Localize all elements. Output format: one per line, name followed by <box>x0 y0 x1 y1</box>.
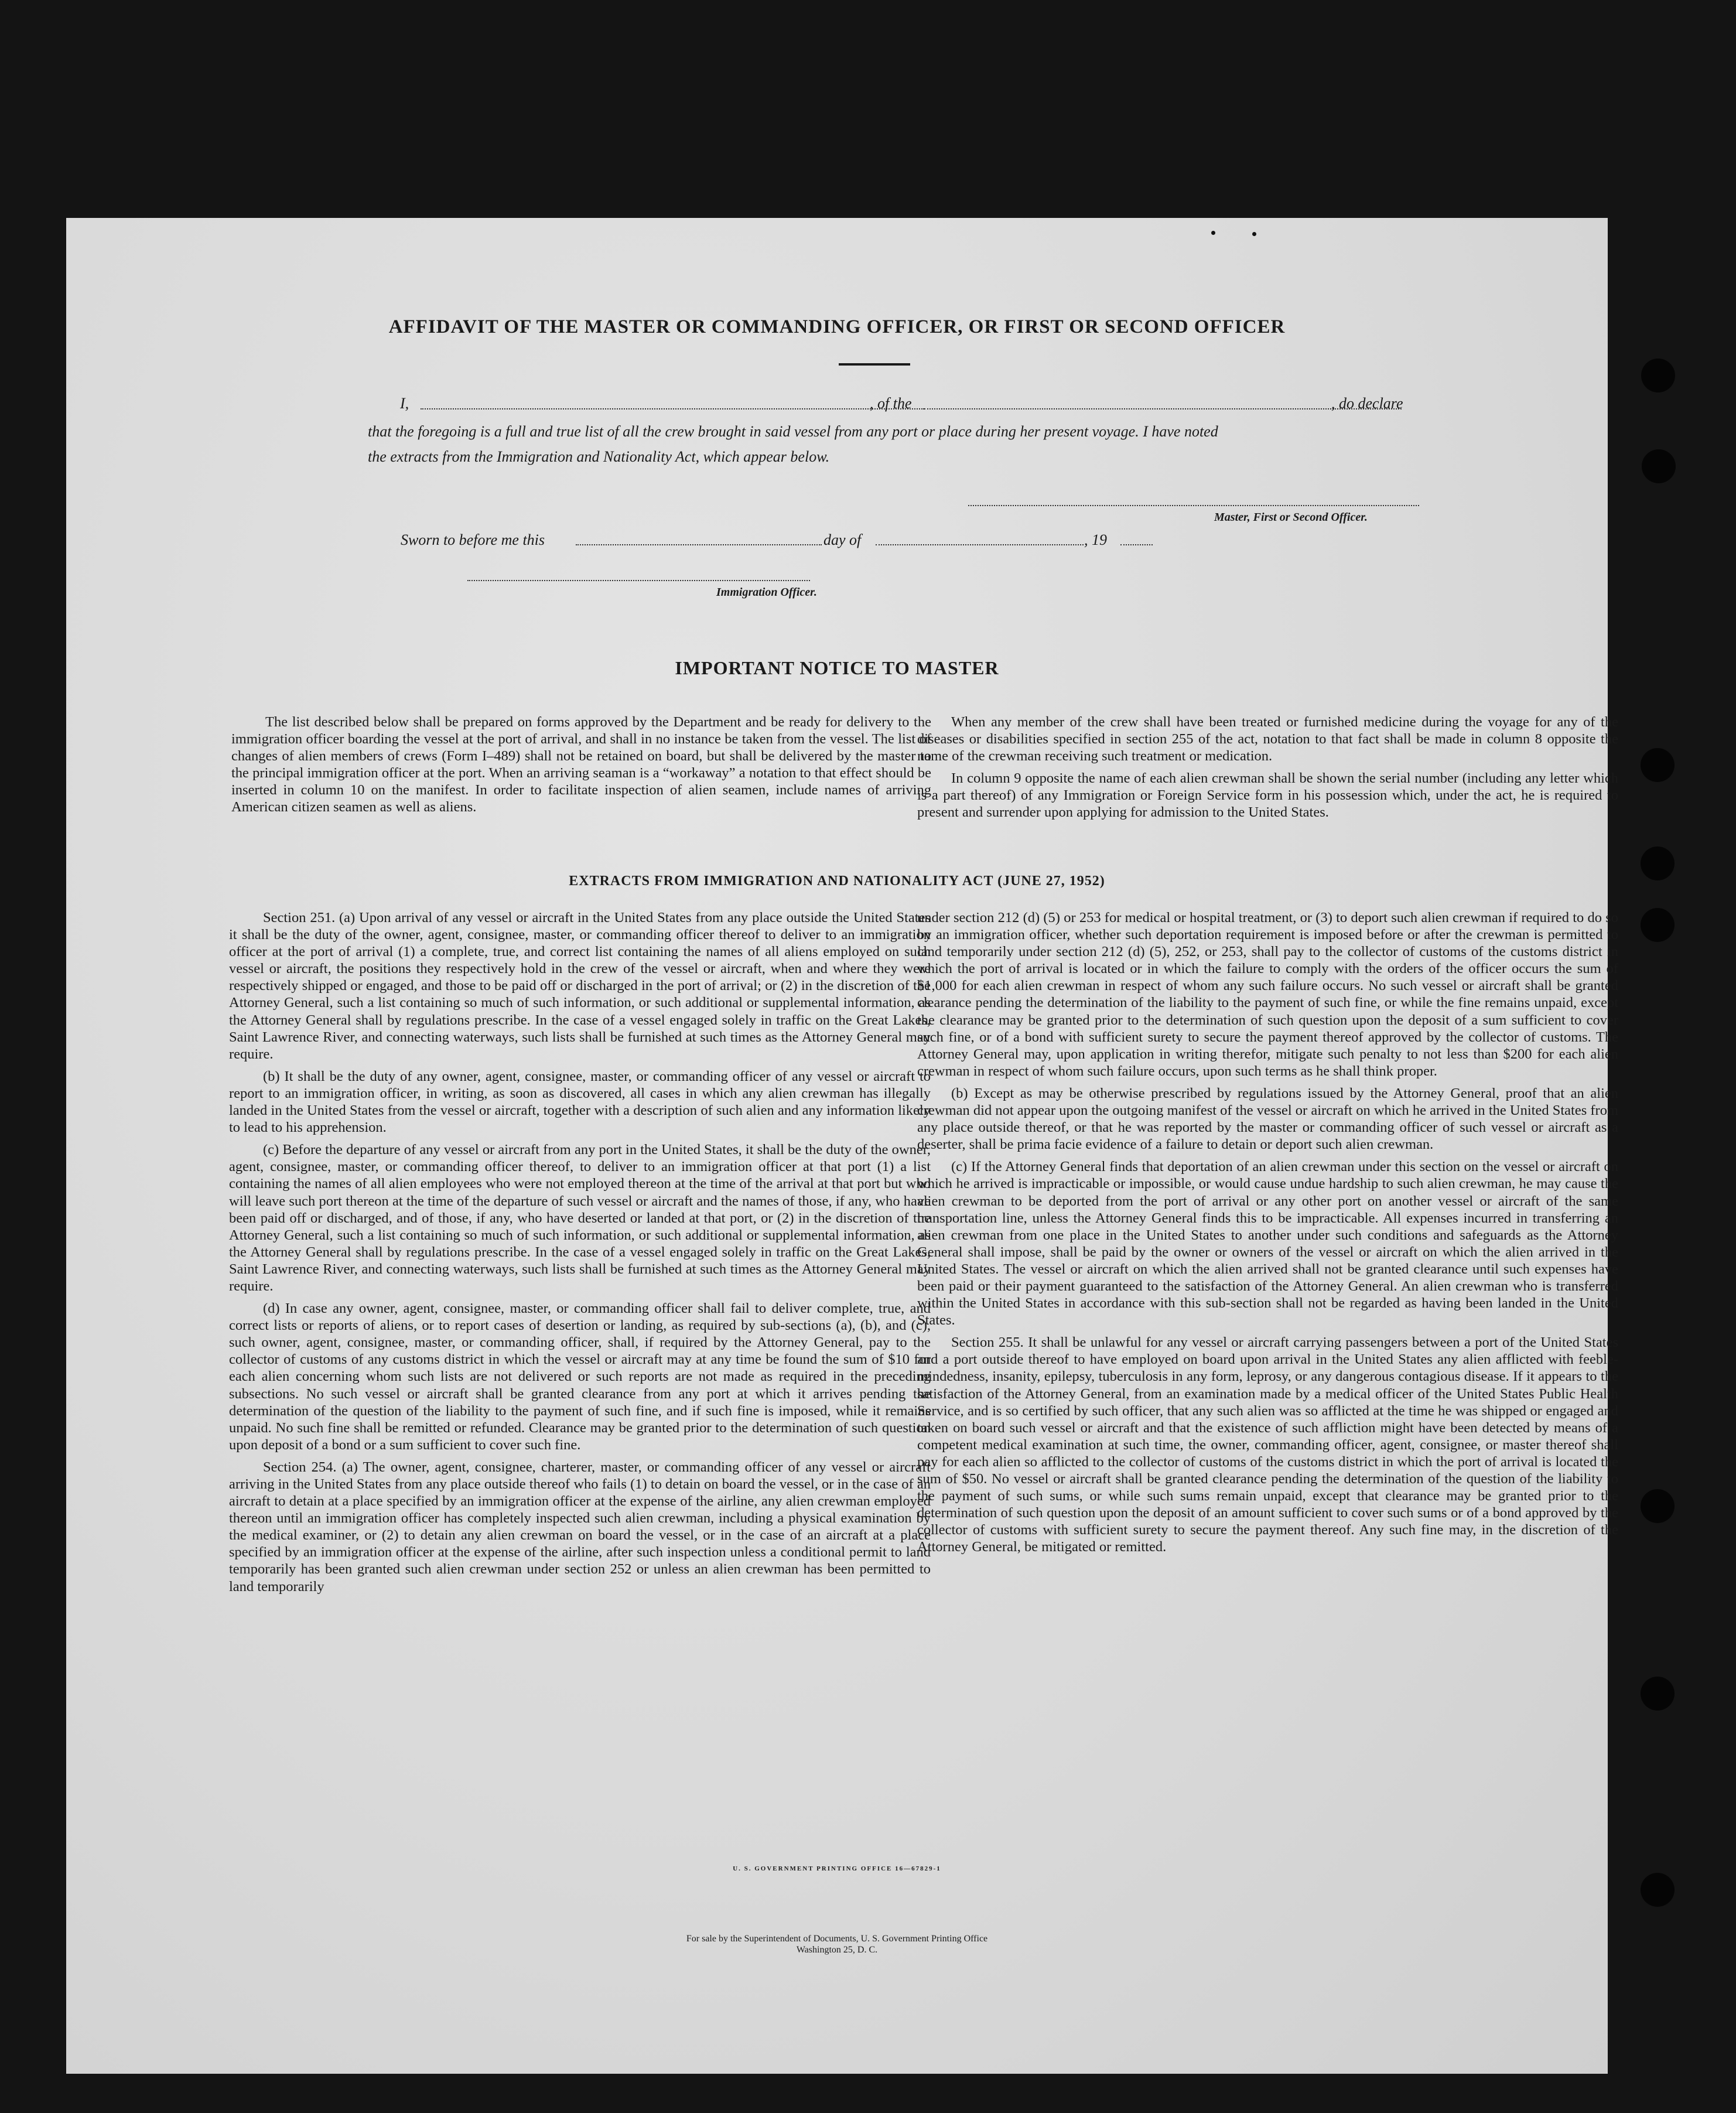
sworn-month-blank[interactable] <box>876 544 1084 545</box>
extract-paragraph: under section 212 (d) (5) or 253 for medical or hospital treatment, or (3) to deport such alien crewman if required to do so by an immigration officer, whether such deportation requirement is imposed before or after the crewman is permitted to land temporarily under section 212 (d) (5), 252, or 253, shall pay to the collector of customs of the customs district in which the port of arrival is located or in which the failure to comply with the orders of the officer occurs the sum of $1,000 for each alien crewman in respect of whom any such failure occurs. No such vessel or aircraft shall be granted clearance pending the determination of the liability to the payment of such fine, or while the fine remains unpaid, except the clearance may be granted prior to the determination of such question upon the deposit of a sum sufficient to cover such fine, or of a bond with sufficient surety to secure the payment thereof approved by the collector of customs. The Attorney General may, upon application in writing therefor, mitigate such penalty to not less than $200 for each alien crewman in respect of whom such failure occurs, upon such terms as he shall think proper. <box>917 910 1618 1079</box>
printing-office-imprint: U. S. GOVERNMENT PRINTING OFFICE 16—67829-1 <box>733 1865 941 1872</box>
punch-hole <box>1641 359 1675 392</box>
title-rule <box>839 363 910 366</box>
officer-signature-line[interactable] <box>467 580 810 581</box>
sworn-year-blank[interactable] <box>1120 544 1153 545</box>
extract-paragraph: (d) In case any owner, agent, consignee, master, or commanding officer shall fail to deliver complete, true, and correct lists or reports of aliens, or to report cases of desertion or landing, as required by sub-sections (a), (b), and (c), such owner, agent, consignee, master, or commanding officer, shall, if required by the Attorney General, pay to the collector of customs of any customs district in which the vessel or aircraft may at any time be found the sum of $10 for each alien concerning whom such lists are not delivered or such reports are not made as required in the preceding subsections. No such vessel or aircraft shall be granted clearance from any port at which it arrives pending the determination of the question of the liability to the payment of such fine, and if such fine is imposed, while it remains unpaid. No such fine shall be remitted or refunded. Clearance may be granted prior to the determination of such question upon deposit of a bond or a sum sufficient to cover such fine. <box>229 1300 931 1453</box>
punch-hole <box>1641 1873 1675 1907</box>
master-signature-label: Master, First or Second Officer. <box>1214 511 1368 524</box>
extracts-right-column <box>917 909 1618 1555</box>
extract-paragraph: Section 251. (a) Upon arrival of any vessel or aircraft in the United States from any place outside the United States it shall be the duty of the owner, agent, consignee, master, or commanding officer thereof to deliver to an immigration officer at the port of arrival (1) a complete, true, and correct list containing the names of all aliens employed on such vessel or aircraft, the positions they respectively hold in the crew of the vessel or aircraft, when and where they were respectively shipped or engaged, and those to be paid off or discharged in the port of arrival; or (2) in the discretion of the Attorney General, such a list containing so much of such information, or such additional or supplemental information, as the Attorney General shall by regulations prescribe. In the case of a vessel engaged solely in traffic on the Great Lakes, Saint Lawrence River, and connecting waterways, such lists shall be furnished at such times as the Attorney General may require. <box>229 910 931 1062</box>
notice-left-column <box>231 714 931 816</box>
master-signature-line[interactable] <box>968 505 1419 506</box>
vessel-name-blank[interactable] <box>924 408 1402 409</box>
do-declare-label: , do declare <box>1331 395 1403 412</box>
document-sheet <box>66 218 1618 2074</box>
extract-paragraph: (b) It shall be the duty of any owner, agent, consignee, master, or commanding officer of any vessel or aircraft to report to an immigration officer, in writing, as soon as discovered, all cases in which any alien crewman has illegally landed in the United States from the vessel or aircraft, together with a description of such alien and any information likely to lead to his apprehension. <box>229 1068 931 1136</box>
extract-paragraph: (c) If the Attorney General finds that deportation of an alien crewman under this section on the vessel or aircraft on which he arrived is impracticable or impossible, or would cause undue hardship to such alien crewman, he may cause the alien crewman to be deported from the port of arrival or any other port on another vessel or aircraft of the same transportation line, unless the Attorney General finds this to be impracticable. All expenses incurred in transferring an alien crewman from one place in the United States to another under such conditions and safeguards as the Attorney General shall impose, shall be paid by the owner or owners of the vessel or aircraft on which the alien arrived in the United States. The vessel or aircraft on which the alien arrived shall not be granted clearance until such expenses have been paid or their payment guaranteed to the satisfaction of the Attorney General. An alien crewman who is transferred within the United States in accordance with this sub-section shall not be regarded as having been landed in the United States. <box>917 1159 1618 1329</box>
punch-hole <box>1641 1677 1675 1711</box>
extracts-left-column <box>229 909 931 1595</box>
declaration-text-line: that the foregoing is a full and true list of all the crew brought in said vessel from any port or place during her present voyage. I have noted <box>368 423 1218 440</box>
punch-hole <box>1641 1489 1675 1523</box>
notice-paragraph: In column 9 opposite the name of each alien crewman shall be shown the serial number (including any letter which is a part thereof) of any Immigration or Foreign Service form in his possession which, under the act, he is required to present and surrender upon applying for admission to the United States. <box>917 770 1618 821</box>
sworn-prefix: Sworn to before me this <box>401 531 545 548</box>
punch-hole <box>1641 748 1675 782</box>
declarant-name-blank[interactable] <box>421 408 924 409</box>
year-label: , 19 <box>1084 531 1107 548</box>
officer-signature-label: Immigration Officer. <box>716 586 817 599</box>
sale-notice-line: Washington 25, D. C. <box>796 1945 878 1955</box>
extract-paragraph: (c) Before the departure of any vessel or aircraft from any port in the United States, it shall be the duty of the owner, agent, consignee, master, or commanding officer thereof, to deliver to an immigration officer at that port (1) a list containing the names of all alien employees who were not employed thereon at the time of the arrival at that port but who will leave such port thereon at the time of the departure of such vessel or aircraft and the names of those, if any, who have been paid off or discharged, and of those, if any, who have deserted or landed at that port, or (2) in the discretion of the Attorney General, such a list containing so much of such information, or such additional or supplemental information, as the Attorney General shall by regulations prescribe. In the case of a vessel engaged solely in traffic on the Great Lakes, Saint Lawrence River, and connecting waterways, such lists shall be furnished at such times as the Attorney General may require. <box>229 1142 931 1294</box>
notice-paragraph: The list described below shall be prepared on forms approved by the Department and be ready for delivery to the immigration officer boarding the vessel at the port of arrival, and shall in no instance be taken from the vessel. The list of changes of alien members of crews (Form I–489) shall not be retained on board, but shall be delivered by the master to the principal immigration officer at the port. When an arriving seaman is a “workaway” a notation to that effect should be inserted in column 10 on the manifest. In order to facilitate inspection of alien seamen, include names of arriving American citizen seamen as well as aliens. <box>231 714 931 815</box>
punch-hole <box>1641 908 1675 942</box>
sworn-day-blank[interactable] <box>576 544 822 545</box>
punch-hole <box>1642 449 1676 483</box>
extract-paragraph: (b) Except as may be otherwise prescribed by regulations issued by the Attorney General, proof that an alien crewman did not appear upon the outgoing manifest of the vessel or aircraft on which he arrived in the United States from any place outside thereof, or that he was reported by the master or commanding officer of such vessel or aircraft as a deserter, shall be prima facie evidence of a failure to detain or deport such alien crewman. <box>917 1085 1618 1153</box>
affidavit-title: AFFIDAVIT OF THE MASTER OR COMMANDING OFFICER, OR FIRST OR SECOND OFFICER <box>388 316 1286 337</box>
notice-title: IMPORTANT NOTICE TO MASTER <box>675 657 999 678</box>
ink-speck <box>1252 232 1256 236</box>
punch-hole <box>1641 846 1675 880</box>
sale-notice <box>66 1933 1608 1955</box>
ink-speck <box>1211 231 1215 235</box>
declarant-prefix: I, <box>400 395 409 412</box>
of-the-label: , of the <box>870 395 912 412</box>
extract-paragraph: Section 255. It shall be unlawful for any vessel or aircraft carrying passengers between a port of the United States and a port outside thereof to have employed on board upon arrival in the United States any alien afflicted with feeble-mindedness, insanity, epilepsy, tuberculosis in any form, leprosy, or any dangerous contagious disease. If it appears to the satisfaction of the Attorney General, from an examination made by a medical officer of the United States Public Health Service, and is so certified by such officer, that any such alien was so afflicted at the time he was shipped or engaged and taken on board such vessel or aircraft and that the existence of such affliction might have been detected by means of a competent medical examination at such time, the owner, commanding officer, agent, consignee, or master thereof shall pay for each alien so afflicted to the collector of customs of the customs district in which the port of arrival is located the sum of $50. No vessel or aircraft shall be granted clearance pending the determination of the question of the liability to the payment of such sums, or while such sums remain unpaid, except that clearance may be granted prior to the determination of such question upon the deposit of an amount sufficient to cover such sums or of a bond approved by the collector of customs with sufficient surety to secure the payment thereof. Any such fine may, in the discretion of the Attorney General, be mitigated or remitted. <box>917 1334 1618 1555</box>
notice-right-column <box>917 714 1618 821</box>
sale-notice-line: For sale by the Superintendent of Documents, U. S. Government Printing Office <box>686 1934 988 1944</box>
day-of-label: day of <box>823 531 862 548</box>
extracts-title: EXTRACTS FROM IMMIGRATION AND NATIONALITY ACT (JUNE 27, 1952) <box>569 873 1105 889</box>
declaration-text-line: the extracts from the Immigration and Nationality Act, which appear below. <box>368 448 830 465</box>
notice-paragraph: When any member of the crew shall have been treated or furnished medicine during the voyage for any of the diseases or disabilities specified in section 255 of the act, notation to that fact shall be made in column 8 opposite the name of the crewman receiving such treatment or medication. <box>917 714 1618 764</box>
extract-paragraph: Section 254. (a) The owner, agent, consignee, charterer, master, or commanding officer of any vessel or aircraft arriving in the United States from any place outside thereof who fails (1) to detain on board the vessel, or in the case of an aircraft to detain at a place specified by an immigration officer at the expense of the airline, any alien crewman employed thereon until an immigration officer has completely inspected such alien crewman, including a physical examination by the medical examiner, or (2) to detain any alien crewman on board the vessel, or in the case of an aircraft at a place specified by an immigration officer at the expense of the airline, after such inspection unless a conditional permit to land temporarily has been granted such alien crewman under section 252 or unless an alien crewman has been permitted to land temporarily <box>229 1459 931 1595</box>
